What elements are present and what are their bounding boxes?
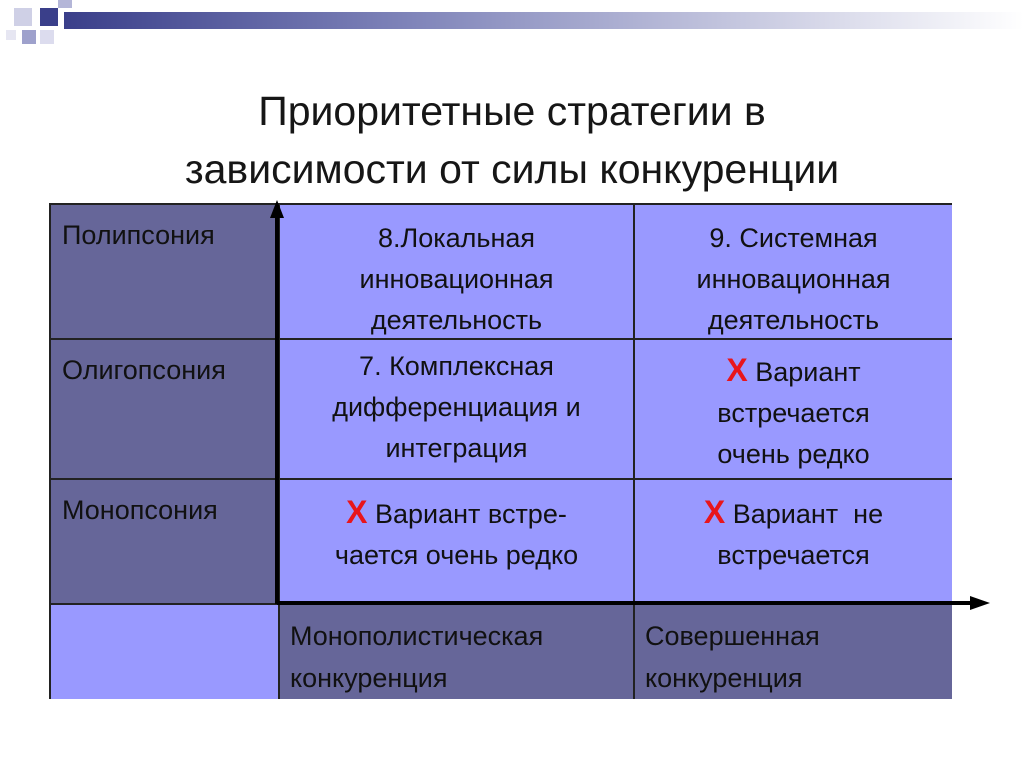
cell-text-line: конкуренция [645, 663, 803, 693]
cell-system-innovation [635, 205, 952, 340]
slide-decoration [0, 0, 1024, 60]
title-line-2: зависимости от силы конкуренции [184, 146, 840, 192]
cross-mark-icon: Х [703, 494, 726, 530]
header-gradient-bar [64, 12, 1024, 29]
cell-variant-rare-oligopsonia [635, 340, 952, 480]
cell-text-line: встречается [717, 540, 870, 570]
cell-text-line [635, 350, 952, 393]
cell-text-line: чается очень редко [334, 540, 579, 570]
column-label-monopolistic [280, 605, 635, 699]
deco-square [40, 30, 54, 44]
cell-text-line: 7. Комплексная [359, 351, 554, 381]
cell-text-line [280, 492, 633, 535]
cell-text-line: конкуренция [290, 663, 448, 693]
cell-complex-differentiation [280, 340, 635, 480]
cell-text: Вариант не [725, 499, 884, 529]
cell-text-line: 8.Локальная [377, 223, 536, 253]
cell-text-line: деятельность [370, 305, 543, 335]
title-line-1: Приоритетные стратегии в [258, 88, 766, 134]
cell-text-line: встречается [717, 398, 870, 428]
cell-text-line: Совершенная [645, 621, 820, 651]
cell-text-line: очень редко [717, 439, 870, 469]
row-label-polipsonia: Полипсония [51, 205, 280, 340]
cell-local-innovation [280, 205, 635, 340]
deco-square [40, 8, 58, 26]
cell-variant-absent [635, 480, 952, 605]
slide-title [0, 82, 1024, 198]
cell-text-line: инновационная [696, 264, 891, 294]
empty-corner-cell [51, 605, 280, 699]
cell-text-line: дифференциация и [332, 392, 581, 422]
deco-square [6, 30, 16, 40]
row-label-monopsonia: Монопсония [51, 480, 280, 605]
horizontal-axis-arrow-icon [970, 596, 990, 610]
column-label-perfect [635, 605, 952, 699]
deco-square [22, 30, 36, 44]
deco-square [14, 8, 32, 26]
cell-text: Вариант встре- [367, 499, 567, 529]
deco-square [58, 0, 72, 8]
cell-text-line: интеграция [385, 433, 528, 463]
cell-text-line: Монополистическая [290, 621, 544, 651]
cell-text: Вариант [747, 357, 861, 387]
cell-text-line [635, 492, 952, 535]
cell-text-line: инновационная [359, 264, 554, 294]
cross-mark-icon: Х [726, 352, 748, 388]
cell-text-line: деятельность [707, 305, 880, 335]
strategy-matrix [49, 203, 952, 699]
cell-text-line: 9. Системная [709, 223, 878, 253]
cross-mark-icon: Х [346, 494, 368, 530]
row-label-oligopsonia: Олигопсония [51, 340, 280, 480]
cell-variant-rare-monopsonia [280, 480, 635, 605]
